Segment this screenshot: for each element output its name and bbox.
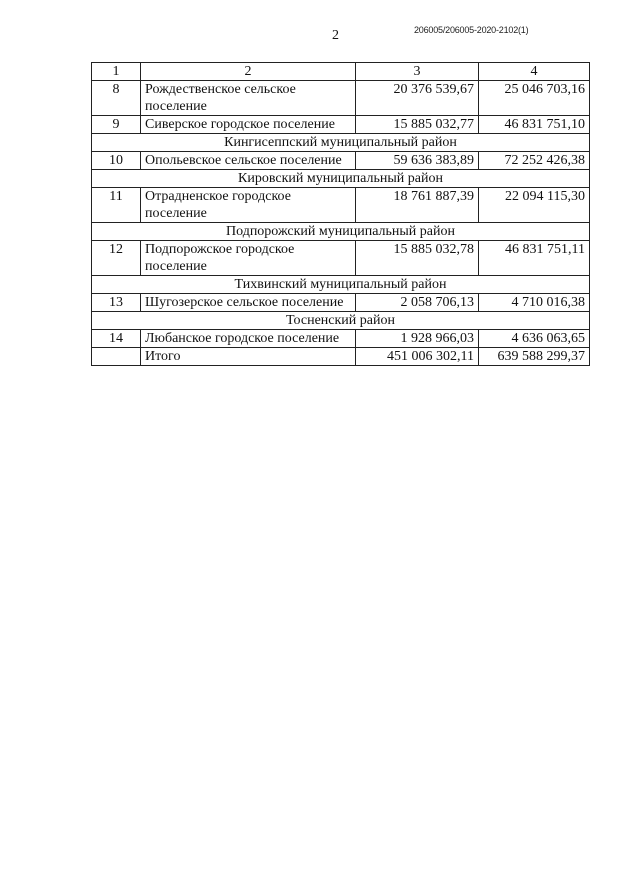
region-name: Подпорожский муниципальный район [92,223,590,241]
table-row [92,241,590,276]
page-number: 2 [332,28,339,43]
document-id: 206005/206005-2020-2102(1) [414,25,529,35]
column-header: 2 [141,63,356,81]
region-row [92,276,590,294]
settlement-name: Рождественское сельское поселение [141,81,356,116]
row-number [92,348,141,366]
settlement-name: Любанское городское поселение [141,330,356,348]
table-row [92,188,590,223]
settlement-name: Итого [141,348,356,366]
table-header-row [92,63,590,81]
row-number: 13 [92,294,141,312]
row-number: 14 [92,330,141,348]
table-row [92,152,590,170]
value-col4: 46 831 751,10 [479,116,590,134]
region-row [92,134,590,152]
row-number: 10 [92,152,141,170]
value-col3: 15 885 032,78 [356,241,479,276]
value-col3: 2 058 706,13 [356,294,479,312]
column-header: 1 [92,63,141,81]
region-name: Кировский муниципальный район [92,170,590,188]
table-row [92,81,590,116]
total-row [92,348,590,366]
column-header: 3 [356,63,479,81]
settlement-name: Отрадненское городское поселение [141,188,356,223]
table-row [92,330,590,348]
value-col3: 20 376 539,67 [356,81,479,116]
region-row [92,170,590,188]
data-table [91,62,590,366]
settlement-name: Подпорожское городское поселение [141,241,356,276]
value-col4: 4 636 063,65 [479,330,590,348]
region-name: Тихвинский муниципальный район [92,276,590,294]
table-body [92,63,590,366]
row-number: 9 [92,116,141,134]
column-header: 4 [479,63,590,81]
value-col3: 1 928 966,03 [356,330,479,348]
region-name: Кингисеппский муниципальный район [92,134,590,152]
row-number: 12 [92,241,141,276]
value-col4: 639 588 299,37 [479,348,590,366]
region-name: Тосненский район [92,312,590,330]
row-number: 11 [92,188,141,223]
settlement-name: Шугозерское сельское поселение [141,294,356,312]
table-row [92,116,590,134]
value-col4: 72 252 426,38 [479,152,590,170]
table-row [92,294,590,312]
value-col4: 4 710 016,38 [479,294,590,312]
value-col4: 22 094 115,30 [479,188,590,223]
value-col3: 15 885 032,77 [356,116,479,134]
row-number: 8 [92,81,141,116]
settlement-name: Опольевское сельское поселение [141,152,356,170]
value-col4: 46 831 751,11 [479,241,590,276]
value-col3: 451 006 302,11 [356,348,479,366]
value-col3: 18 761 887,39 [356,188,479,223]
value-col4: 25 046 703,16 [479,81,590,116]
region-row [92,223,590,241]
value-col3: 59 636 383,89 [356,152,479,170]
settlement-name: Сиверское городское поселение [141,116,356,134]
region-row [92,312,590,330]
